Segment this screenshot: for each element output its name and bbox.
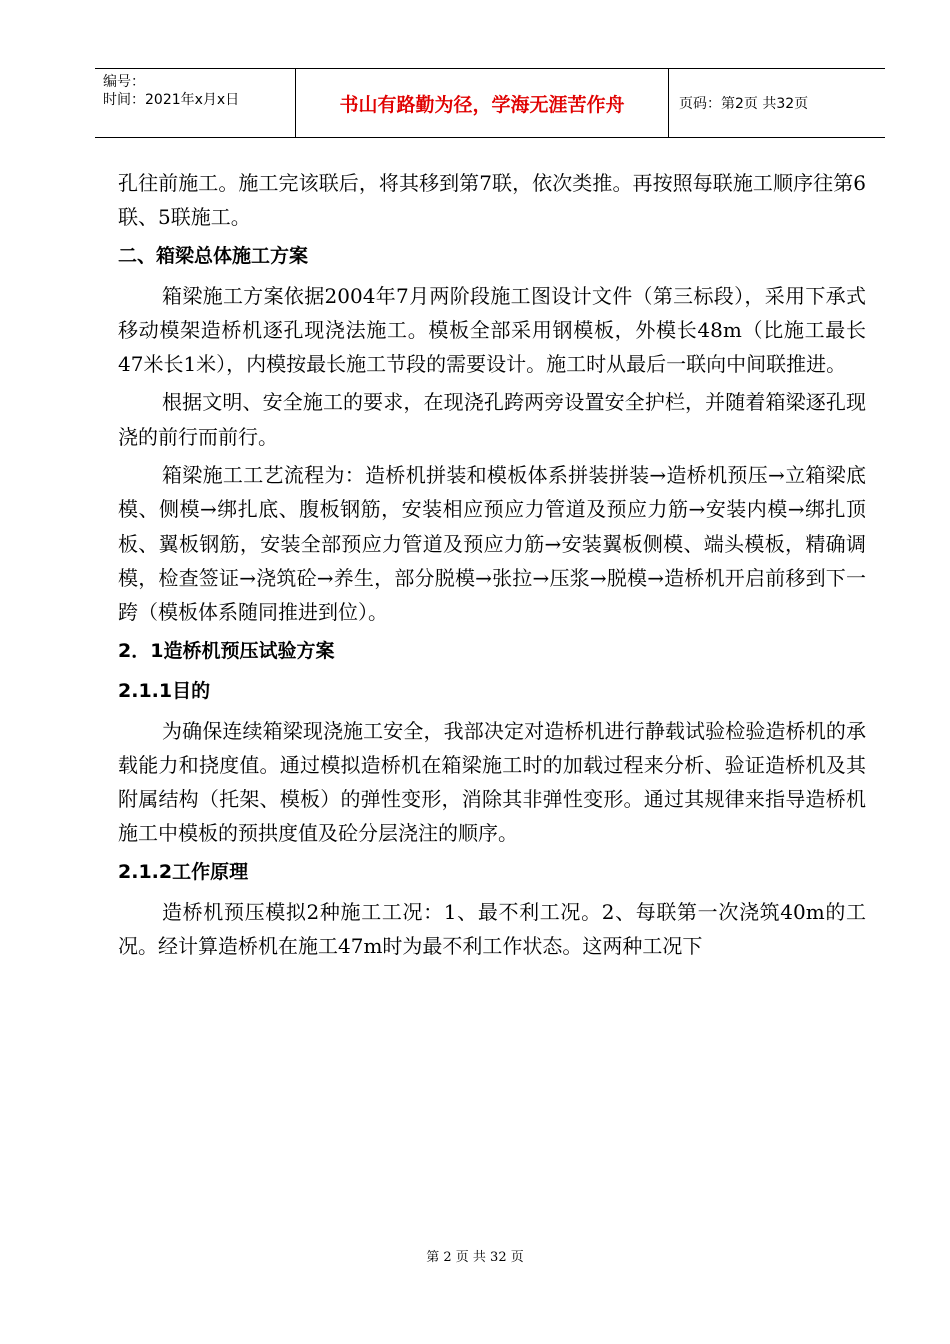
paragraph: 造桥机预压模拟2种施工工况：1、最不利工况。2、每联第一次浇筑40m的工况。经计算造桥机在施工47m时为最不利工作状态。这两种工况下 xyxy=(118,899,866,959)
header-number-label: 编号： xyxy=(103,74,145,90)
page-header xyxy=(95,68,885,138)
paragraph: 为确保连续箱梁现浇施工安全，我部决定对造桥机进行静载试验检验造桥机的承载能力和挠度值。通过模拟造桥机在箱梁施工时的加载过程来分析、验证造桥机及其附属结构（托架、模板）的弹性变形，消除其非弹性变形。通过其规律来指导造桥机施工中模板的预拱度值及砼分层浇注的顺序。 xyxy=(118,718,866,846)
header-page-info: 页码：第2页 共32页 xyxy=(679,96,809,112)
subsection-heading: 2.1.2工作原理 xyxy=(118,860,249,883)
header-date: 时间：2021年x月x日 xyxy=(103,92,240,108)
document-body xyxy=(118,166,866,967)
paragraph: 箱梁施工工艺流程为：造桥机拼装和模板体系拼装拼装→造桥机预压→立箱梁底模、侧模→绑扎底、腹板钢筋，安装相应预应力管道及预应力筋→安装内模→绑扎顶板、翼板钢筋，安装全部预应力管道及预应力筋→安装翼板侧模、端头模板，精确调模，检查签证→浇筑砼→养生，部分脱模→张拉→压浆→脱模→造桥机开启前移到下一跨（模板体系随同推进到位）。 xyxy=(118,463,866,625)
header-motto: 书山有路勤为径，学海无涯苦作舟 xyxy=(296,69,669,137)
section-heading: 二、箱梁总体施工方案 xyxy=(118,244,309,267)
page-footer: 第 2 页 共 32 页 xyxy=(426,1250,524,1265)
subsection-heading: 2.1.1目的 xyxy=(118,679,211,702)
header-meta xyxy=(95,69,296,137)
paragraph: 孔往前施工。施工完该联后，将其移到第7联，依次类推。再按照每联施工顺序往第6联、5联施工。 xyxy=(118,171,866,230)
paragraph: 根据文明、安全施工的要求，在现浇孔跨两旁设置安全护栏，并随着箱梁逐孔现浇的前行而前行。 xyxy=(118,390,866,449)
subsection-heading: 2．1造桥机预压试验方案 xyxy=(118,639,335,662)
paragraph: 箱梁施工方案依据2004年7月两阶段施工图设计文件（第三标段），采用下承式移动模架造桥机逐孔现浇法施工。模板全部采用钢模板，外模长48m（比施工最长47米长1米），内模按最长施工节段的需要设计。施工时从最后一联向中间联推进。 xyxy=(118,283,866,377)
